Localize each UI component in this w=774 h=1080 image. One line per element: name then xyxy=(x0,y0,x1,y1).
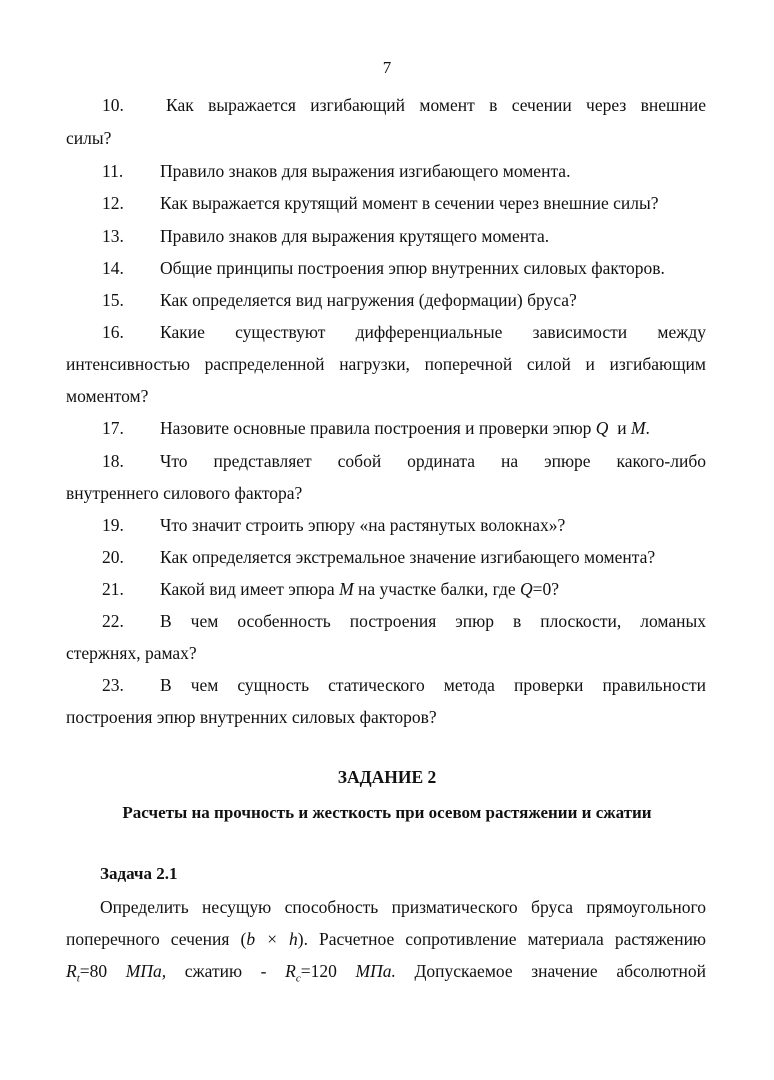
page-number: 7 xyxy=(382,58,392,77)
symbol-m: M xyxy=(339,579,354,599)
question-text-cont: интенсивностью распределенной нагрузки, поперечной силой и изгибающим xyxy=(66,354,706,374)
question-text: Какой вид имеет эпюра M на участке балки, где Q=0? xyxy=(160,579,560,599)
symbol-q: Q xyxy=(520,579,533,599)
task-text-line-1: Определить несущую способность призматического бруса прямоугольного xyxy=(100,897,706,917)
unit-mpa: МПа, xyxy=(125,961,167,981)
question-text: В чем сущность статического метода проверки правильности xyxy=(160,675,706,695)
section-title: ЗАДАНИЕ 2 xyxy=(337,767,437,787)
question-number: 12. xyxy=(102,193,124,213)
question-number: 20. xyxy=(102,547,124,567)
question-text: Как выражается изгибающий момент в сечении через внешние xyxy=(166,95,706,115)
question-text-cont: внутреннего силового фактора? xyxy=(66,483,303,503)
question-number: 16. xyxy=(102,322,124,342)
task-text-line-2: поперечного сечения (b × h). Расчетное сопротивление материала растяжению xyxy=(66,929,707,949)
question-text: Как выражается крутящий момент в сечении через внешние силы? xyxy=(160,193,659,213)
question-number: 15. xyxy=(102,290,124,310)
symbol-rc: $R_c$ xyxy=(285,961,301,985)
section-dimensions: b × h xyxy=(246,929,298,949)
question-number: 23. xyxy=(102,675,124,695)
task-title: Задача 2.1 xyxy=(100,864,178,883)
question-text: Что представляет собой ордината на эпюре какого-либо xyxy=(160,451,706,471)
symbol-m: M xyxy=(630,418,646,438)
question-number: 11. xyxy=(102,161,124,181)
question-number: 19. xyxy=(102,515,124,535)
question-text-cont: моментом? xyxy=(66,386,149,406)
question-number: 22. xyxy=(102,611,124,631)
question-number: 18. xyxy=(102,451,124,471)
question-text: Общие принципы построения эпюр внутренних силовых факторов. xyxy=(160,258,665,278)
question-text: Как определяется экстремальное значение изгибающего момента? xyxy=(160,547,656,567)
question-number: 21. xyxy=(102,579,124,599)
question-text: В чем особенность построения эпюр в плоскости, ломаных xyxy=(160,611,706,631)
task-text-line-3: $R_t=80$ МПа, сжатию - $R_c=120$ МПа. Допускаемое значение абсолютной xyxy=(66,961,706,985)
unit-mpa: МПа. xyxy=(355,961,396,981)
question-text-cont: стержнях, рамах? xyxy=(66,643,197,663)
question-text: Правило знаков для выражения изгибающего момента. xyxy=(160,161,571,181)
question-text-cont: силы? xyxy=(66,128,112,148)
question-text: Как определяется вид нагружения (деформации) бруса? xyxy=(160,290,577,310)
question-number: 10. xyxy=(102,95,124,115)
question-text: Правило знаков для выражения крутящего момента. xyxy=(160,226,550,246)
question-text: Какие существуют дифференциальные зависимости между xyxy=(160,322,706,342)
question-text: Что значит строить эпюру «на растянутых волокнах»? xyxy=(160,515,566,535)
question-text-cont: построения эпюр внутренних силовых факторов? xyxy=(66,707,437,727)
question-number: 13. xyxy=(102,226,124,246)
section-subtitle: Расчеты на прочность и жесткость при осевом растяжении и сжатии xyxy=(122,803,652,822)
question-number: 17. xyxy=(102,418,124,438)
question-text: Назовите основные правила построения и проверки эпюр Q и M. xyxy=(160,418,650,438)
symbol-rt: $R_t$ xyxy=(66,961,80,985)
symbol-q: Q xyxy=(595,418,609,438)
question-number: 14. xyxy=(102,258,124,278)
